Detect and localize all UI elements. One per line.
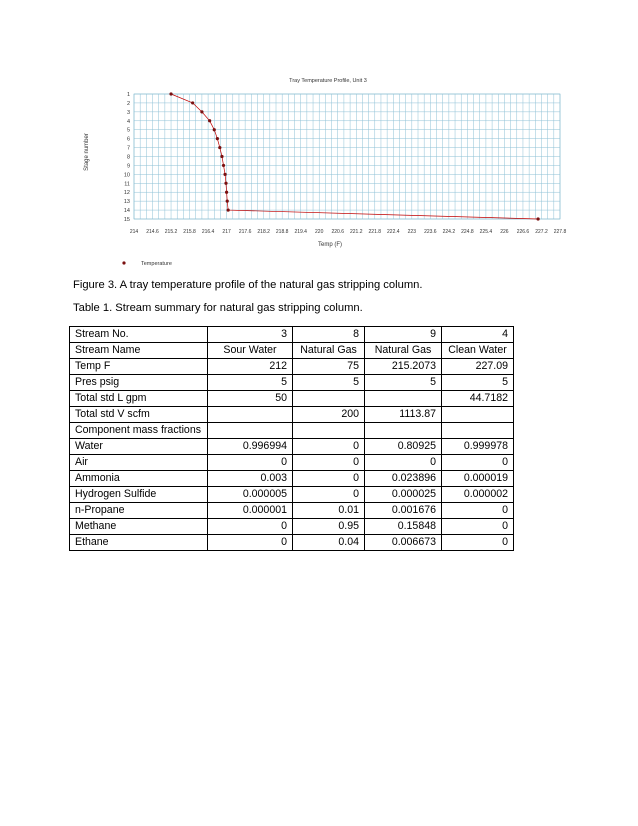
- x-tick-label: 216.4: [201, 229, 215, 235]
- table-cell: [365, 391, 442, 407]
- figure-caption: Figure 3. A tray temperature profile of the natural gas stripping column.: [73, 279, 423, 291]
- x-axis-label: Temp (F): [318, 242, 342, 248]
- table-cell: 0.04: [293, 535, 365, 551]
- row-label: n-Propane: [70, 503, 208, 519]
- table-cell: 0: [208, 455, 293, 471]
- row-label: Water: [70, 439, 208, 455]
- table-cell: [442, 407, 514, 423]
- data-point-stage-3: [200, 110, 203, 113]
- table-row: [70, 455, 514, 471]
- y-tick-label: 15: [123, 217, 130, 223]
- table-row: [70, 391, 514, 407]
- y-tick-label: 7: [126, 145, 130, 152]
- table-cell: 0: [442, 503, 514, 519]
- row-label: Air: [70, 455, 208, 471]
- data-point-stage-6: [216, 137, 219, 140]
- legend-marker: [122, 261, 125, 264]
- x-tick-label: 222.4: [387, 229, 400, 235]
- table-cell: 0: [442, 535, 514, 551]
- data-point-stage-10: [223, 173, 226, 176]
- table-cell: 9: [365, 327, 442, 343]
- x-tick-label: 217: [222, 229, 231, 235]
- table-cell: 4: [442, 327, 514, 343]
- x-tick-label: 214: [129, 229, 139, 235]
- x-tick-label: 227.2: [535, 229, 548, 235]
- y-tick-label: 4: [126, 118, 130, 125]
- table-cell: 0: [442, 455, 514, 471]
- table-cell: [208, 407, 293, 423]
- x-tick-label: 221.2: [350, 229, 363, 235]
- table-cell: [442, 423, 514, 439]
- x-tick-label: 227.8: [553, 229, 567, 235]
- data-point-stage-13: [226, 200, 229, 203]
- data-point-stage-1: [169, 92, 172, 95]
- table-cell: 75: [293, 359, 365, 375]
- table-cell: 0.95: [293, 519, 365, 535]
- row-label: Hydrogen Sulfide: [70, 487, 208, 503]
- table-row: [70, 343, 514, 359]
- table-cell: 0.000025: [365, 487, 442, 503]
- row-label: Ammonia: [70, 471, 208, 487]
- table-row: [70, 487, 514, 503]
- y-tick-label: 12: [123, 190, 130, 197]
- table-cell: [208, 423, 293, 439]
- x-tick-label: 224.8: [461, 229, 474, 235]
- data-point-stage-15: [536, 217, 539, 220]
- table-cell: 8: [293, 327, 365, 343]
- table-cell: 0: [442, 519, 514, 535]
- y-tick-label: 8: [126, 154, 130, 161]
- table-cell: 44.7182: [442, 391, 514, 407]
- x-tick-label: 223.6: [424, 229, 437, 235]
- data-point-stage-11: [224, 182, 227, 185]
- table-cell: [293, 423, 365, 439]
- data-point-stage-12: [225, 191, 228, 194]
- row-label: Stream No.: [70, 327, 208, 343]
- y-tick-label: 2: [126, 100, 130, 107]
- row-label: Methane: [70, 519, 208, 535]
- row-label: Temp F: [70, 359, 208, 375]
- data-point-stage-2: [191, 101, 194, 104]
- data-point-stage-8: [220, 155, 223, 158]
- chart-title: Tray Temperature Profile, Unit 3: [289, 78, 367, 84]
- table-cell: [365, 423, 442, 439]
- row-label: Total std V scfm: [70, 407, 208, 423]
- y-tick-labels: [124, 92, 130, 223]
- table-cell: 0.003: [208, 471, 293, 487]
- y-tick-label: 10: [123, 172, 130, 179]
- row-label: Stream Name: [70, 343, 208, 359]
- table-cell: 0.000001: [208, 503, 293, 519]
- table-cell: 5: [293, 375, 365, 391]
- data-point-stage-7: [218, 146, 221, 149]
- table-cell: 212: [208, 359, 293, 375]
- y-tick-label: 1: [126, 92, 130, 98]
- table-cell: 0.001676: [365, 503, 442, 519]
- y-tick-label: 6: [126, 136, 130, 143]
- data-point-stage-9: [222, 164, 225, 167]
- x-tick-label: 215.2: [164, 229, 178, 235]
- table-cell: Sour Water: [208, 343, 293, 359]
- chart-legend: [122, 261, 171, 267]
- y-tick-label: 5: [126, 127, 130, 134]
- x-tick-label: 219.4: [294, 229, 307, 235]
- x-tick-label: 218.8: [275, 229, 289, 235]
- table-cell: 5: [208, 375, 293, 391]
- x-tick-label: 217.6: [238, 229, 252, 235]
- table-cell: 0: [293, 471, 365, 487]
- x-tick-label: 225.4: [479, 229, 493, 235]
- table-cell: 215.2073: [365, 359, 442, 375]
- table-cell: Natural Gas: [365, 343, 442, 359]
- y-tick-label: 13: [123, 199, 130, 206]
- table-cell: 0.999978: [442, 439, 514, 455]
- table-row: [70, 423, 514, 439]
- row-label: Ethane: [70, 535, 208, 551]
- table-cell: 1113.87: [365, 407, 442, 423]
- x-tick-label: 215.8: [183, 229, 196, 235]
- y-tick-label: 11: [124, 181, 130, 188]
- table-cell: 0.000002: [442, 487, 514, 503]
- data-point-stage-5: [213, 128, 216, 131]
- x-tick-label: 218.2: [257, 229, 270, 235]
- table-cell: 0.996994: [208, 439, 293, 455]
- y-tick-label: 3: [126, 109, 130, 116]
- table-cell: 0: [293, 439, 365, 455]
- x-tick-label: 224.2: [442, 229, 456, 235]
- x-tick-labels: [130, 229, 567, 235]
- x-tick-label: 220.6: [331, 229, 344, 235]
- table-cell: Natural Gas: [293, 343, 365, 359]
- x-tick-label: 226.6: [516, 229, 530, 235]
- table-cell: 3: [208, 327, 293, 343]
- table-cell: Clean Water: [442, 343, 514, 359]
- table-row: [70, 439, 514, 455]
- table-row: [70, 407, 514, 423]
- stream-summary-table: [69, 326, 514, 551]
- table-cell: 0.000019: [442, 471, 514, 487]
- table-row: [70, 503, 514, 519]
- table-row: [70, 327, 514, 343]
- table-cell: [293, 391, 365, 407]
- table-row: [70, 375, 514, 391]
- data-point-stage-4: [208, 119, 211, 122]
- x-tick-label: 221.8: [368, 229, 382, 235]
- y-tick-label: 9: [126, 163, 130, 170]
- table-cell: 0.80925: [365, 439, 442, 455]
- y-axis-label: Stage number: [84, 133, 90, 171]
- row-label: Total std L gpm: [70, 391, 208, 407]
- row-label: Component mass fractions: [70, 423, 208, 439]
- table-cell: 0.023896: [365, 471, 442, 487]
- table-cell: 50: [208, 391, 293, 407]
- table-cell: 0: [208, 535, 293, 551]
- table-cell: 0.006673: [365, 535, 442, 551]
- table-cell: 5: [442, 375, 514, 391]
- table-cell: 0.15848: [365, 519, 442, 535]
- table-cell: 0: [365, 455, 442, 471]
- x-tick-label: 220: [315, 229, 324, 235]
- x-tick-label: 223: [407, 229, 416, 235]
- row-label: Pres psig: [70, 375, 208, 391]
- table-row: [70, 471, 514, 487]
- table-cell: 5: [365, 375, 442, 391]
- table-row: [70, 535, 514, 551]
- x-tick-label: 226: [500, 229, 509, 235]
- table-cell: 200: [293, 407, 365, 423]
- table-cell: 0: [208, 519, 293, 535]
- table-cell: 0.01: [293, 503, 365, 519]
- tray-temperature-chart: [78, 76, 568, 270]
- legend-label: Temperature: [141, 261, 172, 267]
- data-point-stage-14: [227, 208, 230, 211]
- table-cell: 0.000005: [208, 487, 293, 503]
- table-cell: 227.09: [442, 359, 514, 375]
- table-cell: 0: [293, 455, 365, 471]
- table-cell: 0: [293, 487, 365, 503]
- y-tick-label: 14: [123, 208, 130, 215]
- table-caption: Table 1. Stream summary for natural gas stripping column.: [73, 302, 363, 314]
- table-row: [70, 359, 514, 375]
- x-tick-label: 214.6: [146, 229, 159, 235]
- table-row: [70, 519, 514, 535]
